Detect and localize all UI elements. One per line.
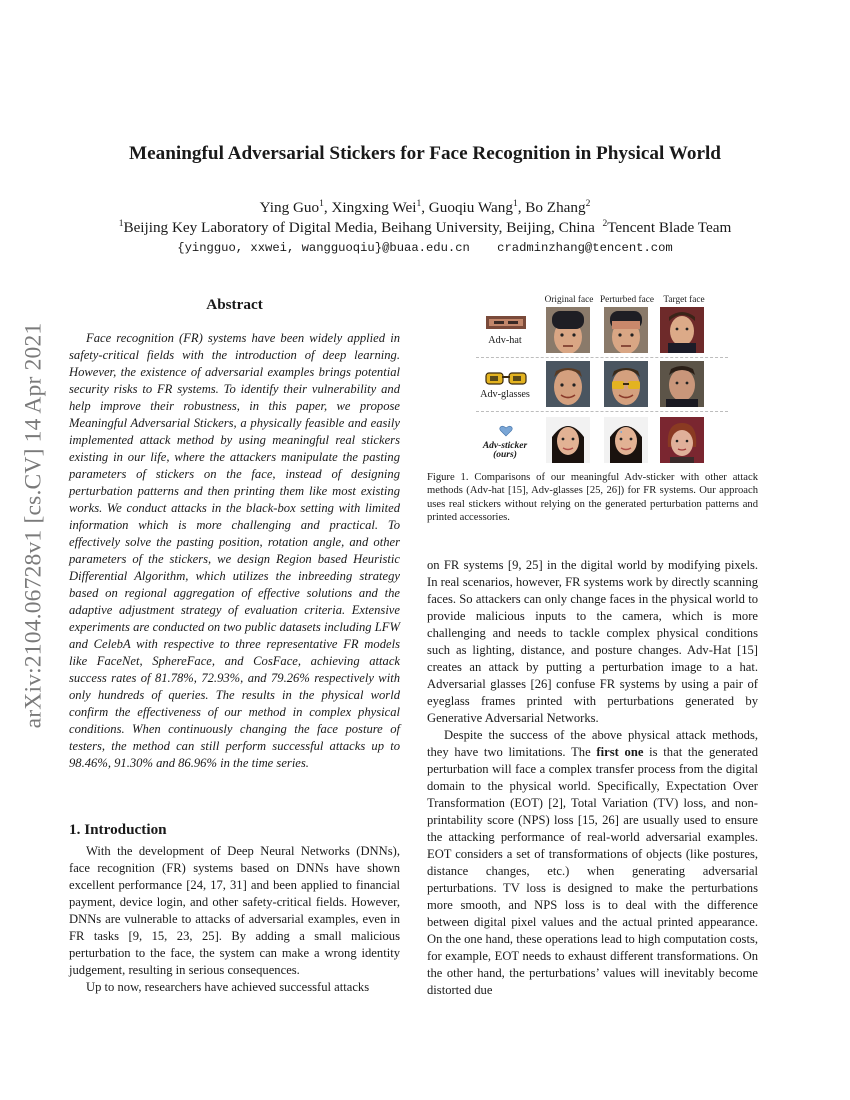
affil-sup: 2	[602, 219, 608, 229]
intro-emphasis: first one	[596, 745, 644, 759]
intro-paragraph-text: is that the generated perturbation will face a complex transfer process from the digital domain to the physical world. Specifically, Expectation Over Transformation (EOT) [2], Total Variation (TV) loss, and non-printability score (NPS) loss [15, 26] are usually used to ensure the attacking performance of real-world adversarial examples. EOT considers a set of transformations of objects (like postures, distance changes, etc.) when generating adversarial perturbations. TV loss is designed to make the perturbations more smooth, and NPS loss is to deal with the difference between digital pixel values and the actual printed appearance. On the one hand, these operations lead to high computation costs, for example, EOT needs to exhaust different transformations. On the other hand, the perturbations’ values will inevitably become distorted due	[427, 745, 758, 997]
affil-team: Tencent Blade Team	[607, 219, 732, 237]
author-list	[0, 199, 850, 217]
row-label-glasses: Adv-glasses	[480, 389, 530, 400]
intro-paragraph: With the development of Deep Neural Networks (DNNs), face recognition (FR) systems based on DNNs have shown excellent performance [24, 17, 31] and been applied to financial payment, device login, and other safety-critical fields. However, DNNs are vulnerable to attacks of adversarial examples, even in FR tasks [9, 15, 23, 25]. By adding a small malicious perturbation to the face, the system can make a wrong identity judgement, resulting in serious consequences.	[69, 844, 400, 977]
paper-title: Meaningful Adversarial Stickers for Face Recognition in Physical World	[129, 143, 721, 164]
email-single[interactable]: cradminzhang@tencent.com	[497, 241, 673, 255]
target-face-image	[660, 307, 704, 353]
intro-left-column	[69, 843, 400, 996]
author-affil-sup: 1	[416, 199, 422, 209]
author-name: , Guoqiu Wang	[421, 199, 513, 217]
author-affil-sup: 1	[512, 199, 518, 209]
affil-lab: Beijing Key Laboratory of Digital Media, Beihang University, Beijing, China	[123, 219, 595, 237]
col-label-target: Target face	[663, 295, 705, 305]
row-label-sticker	[470, 442, 540, 460]
col-label-perturbed: Perturbed face	[600, 295, 654, 305]
affiliations	[0, 219, 850, 237]
figure-row-divider	[476, 411, 728, 412]
perturbed-face-image	[604, 361, 648, 407]
email-group[interactable]: {yingguo, xxwei, wangguoqiu}@buaa.edu.cn	[177, 241, 470, 255]
intro-right-column	[427, 557, 758, 999]
intro-paragraph: on FR systems [9, 25] in the digital world by modifying pixels. In real scenarios, however, FR systems work by directly scanning faces. So attackers can only change faces in the physical world to provide malicious inputs to the camera, which is more challenging and needs to tackle complex physical conditions such as lighting, distance, and posture changes. Adv-Hat [15] creates an attack by putting a perturbation image to a hat. Adversarial glasses [26] confuse FR systems by using a pair of eyeglass frames printed with perturbations generated by Generative Adversarial Networks.	[427, 558, 758, 725]
row-label-sticker-sub: (ours)	[493, 450, 517, 460]
col-label-original: Original face	[544, 295, 594, 305]
intro-heading: 1. Introduction	[69, 821, 167, 838]
abstract-heading: Abstract	[206, 296, 263, 313]
author-name: , Bo Zhang	[517, 199, 586, 217]
author-affil-sup: 1	[319, 199, 324, 209]
perturbed-face-image	[604, 417, 648, 463]
target-face-image	[660, 417, 704, 463]
arxiv-identifier	[14, 295, 54, 755]
heart-sticker-icon	[499, 424, 513, 436]
adv-glasses-sticker	[485, 371, 527, 385]
abstract-text: Face recognition (FR) systems have been widely applied in safety-critical fields with the introduction of deep learning. However, the existence of adversarial examples brings potential security risks to FR systems. To identify their vulnerability and help improve their robustness, in this paper, we propose Meaningful Adversarial Stickers, a physically feasible and easily implemented attack method by using meaningful real stickers existing in our life, where the attackers manipulate the pasting parameters of stickers on the face, instead of designing perturbation patterns and then printing them like most existing works. We conduct attacks in the black-box setting with limited information which is more challenging and practical. To effectively solve the pasting position, rotation angle, and other parameters of the stickers, we design Region based Heuristic Differential Algorithm, which utilizes the inbreeding strategy based on regional aggregation of effective solutions and the adaptive adjustment strategy of evaluation criteria. Extensive experiments are conducted on two public datasets including LFW and CelebA with respective to three representative FR models like FaceNet, SphereFace, and CosFace, achieving attack success rates of 81.78%, 72.93%, and 79.26% respectively with only hundreds of queries. The results in the physical world confirm the effectiveness of our method in complex physical conditions. When continuously changing the face posture of testers, the method can still perform successful attacks up to 98.46%, 91.30% and 86.96% in the time series.	[69, 331, 400, 770]
intro-paragraph: Up to now, researchers have achieved successful attacks	[86, 980, 370, 994]
adv-hat-sticker	[486, 316, 526, 329]
intro-paragraph	[427, 727, 758, 999]
arxiv-identifier-text: arXiv:2104.06728v1 [cs.CV] 14 Apr 2021	[20, 322, 47, 728]
author-name: Ying Guo	[259, 199, 320, 217]
row-label-hat: Adv-hat	[488, 335, 522, 346]
target-face-image	[660, 361, 704, 407]
intro-paragraph-text: Despite the success of the above physical attack methods, they have two limitations. The	[427, 728, 758, 759]
author-name: , Xingxing Wei	[323, 199, 417, 217]
row-label-sticker-name: Adv-sticker	[482, 441, 528, 451]
perturbed-face-image	[604, 307, 648, 353]
figure-row-divider	[476, 357, 728, 358]
affil-sup: 1	[118, 219, 124, 229]
author-affil-sup: 2	[585, 199, 591, 209]
author-emails	[0, 241, 850, 255]
original-face-image	[546, 307, 590, 353]
original-face-image	[546, 417, 590, 463]
original-face-image	[546, 361, 590, 407]
figure-1-caption: Figure 1. Comparisons of our meaningful Adv-sticker with other attack methods (Adv-hat [15], Adv-glasses [25, 26]) for FR systems. Our approach uses real stickers without relying on the generated perturbation patterns and printed accessories.	[427, 472, 758, 524]
figure-1	[476, 295, 756, 470]
